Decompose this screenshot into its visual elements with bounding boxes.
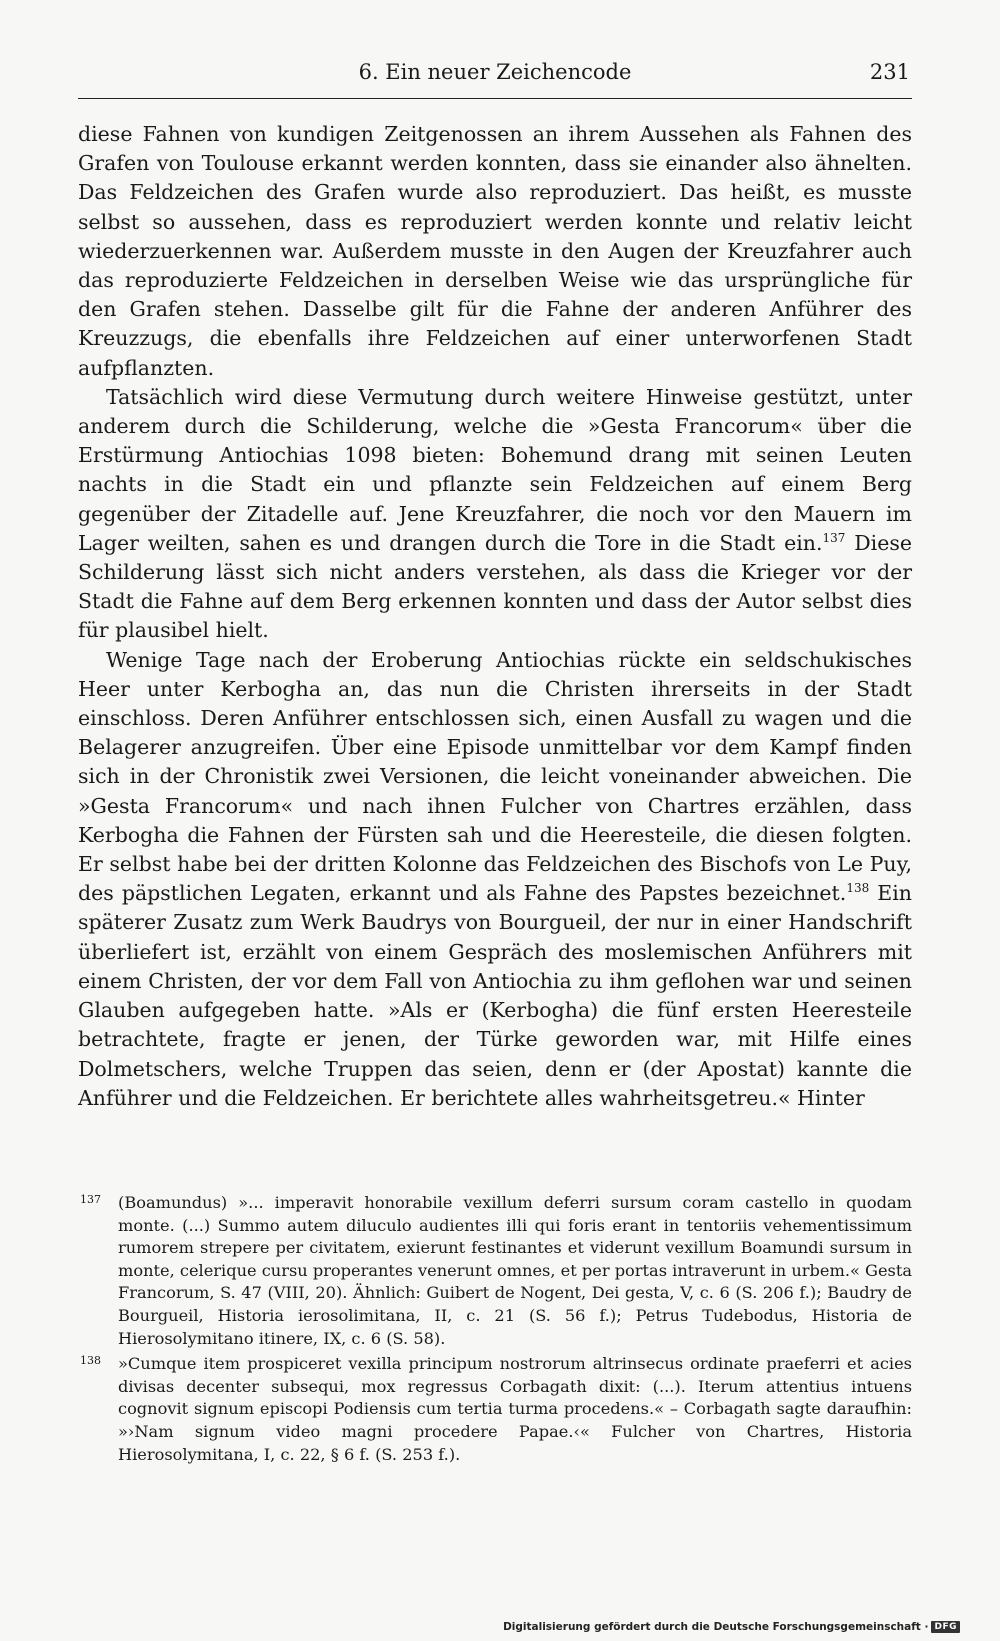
paragraph-3-text-b: Ein späterer Zusatz zum Werk Baudrys von Bourgueil, der nur in einer Handschrift überliefert ist, erzählt von einem Gespräch des moslemischen Anführers mit einem Christen, der vor dem Fall von Antiochia zu ihm geflohen war und seinen Glauben aufgegeben hatte. »Als er (Kerbogha) die fünf ersten Heeresteile betrachtete, fragte er jenen, der Türke geworden war, mit Hilfe eines Dolmetschers, welche Truppen das seien, denn er (der Apostat) kannte die Anführer und die Feldzeichen. Er berichtete alles wahrheitsgetreu.« Hinter — [78, 881, 912, 1110]
paragraph-3 — [78, 646, 912, 1113]
paragraph-3-text-a: Wenige Tage nach der Eroberung Antiochias rückte ein seldschukisches Heer unter Kerbogha an, das nun die Christen ihrerseits in der Stadt einschloss. Deren Anführer entschlossen sich, einen Ausfall zu wagen und die Belagerer anzugreifen. Über eine Episode unmittelbar vor dem Kampf finden sich in der Chronistik zwei Versionen, die leicht voneinander abweichen. Die »Gesta Francorum« und nach ihnen Fulcher von Chartres erzählen, dass Kerbogha die Fahnen der Fürsten sah und die Heeresteile, die diesen folgten. Er selbst habe bei der dritten Kolonne das Feldzeichen des Bischofs von Le Puy, des päpstlichen Legaten, erkannt und als Fahne des Papstes bezeichnet. — [78, 647, 912, 906]
page-number: 231 — [869, 60, 910, 84]
footnote-text: »Cumque item prospiceret vexilla principum nostrorum altrinsecus ordinate praeferri et acies divisas decenter subsequi, mox regressus Corbagath dixit: (...). Iterum attentius intuens cognovit signum episcopi Podiensis cum tertia turma procedens.« – Corbagath sagte daraufhin: »›Nam signum video magni procedere Papae.‹« Fulcher von Chartres, Historia Hierosolymitana, I, c. 22, § 6 f. (S. 253 f.). — [118, 1354, 912, 1464]
paragraph-2-text-b: Diese Schilderung lässt sich nicht anders verstehen, als dass die Krieger vor der Stadt die Fahne auf dem Berg erkennen konnten und dass der Autor selbst dies für plausibel hielt. — [78, 530, 912, 643]
footnote-ref-138: 138 — [846, 881, 870, 896]
paragraph-2 — [78, 383, 912, 646]
footnotes — [78, 1192, 912, 1469]
footnote-137 — [78, 1192, 912, 1350]
running-head — [78, 58, 912, 99]
credit-text: Digitalisierung gefördert durch die Deutsche Forschungsgemeinschaft · — [503, 1621, 929, 1633]
footnote-ref-137: 137 — [822, 531, 846, 546]
body-text — [78, 120, 912, 1113]
paragraph-1 — [78, 120, 912, 383]
footnote-number: 137 — [80, 1193, 101, 1206]
dfg-logo-icon: DFG — [931, 1621, 960, 1633]
paragraph-1-text: diese Fahnen von kundigen Zeitgenossen an ihrem Aussehen als Fahnen des Grafen von Toulouse erkannt werden konnten, dass sie einander also ähnelten. Das Feldzeichen des Grafen wurde also reproduziert. Das heißt, es musste selbst so aussehen, dass es reproduziert werden konnte und relativ leicht wiederzuerkennen war. Außerdem musste in den Augen der Kreuzfahrer auch das reproduzierte Feldzeichen in derselben Weise wie das ursprüngliche für den Grafen stehen. Dasselbe gilt für die Fahne der anderen Anführer des Kreuzzugs, die ebenfalls ihre Feldzeichen auf einer unterworfenen Stadt aufpflanzten. — [78, 122, 912, 380]
running-title: 6. Ein neuer Zeichencode — [358, 60, 632, 84]
footnote-138 — [78, 1353, 912, 1466]
footnote-text: (Boamundus) »... imperavit honorabile vexillum deferri sursum coram castello in quodam monte. (...) Summo autem diluculo audientes illi qui foris erant in tentoriis vehementissimum rumorem strepere per civitatem, exierunt festinantes et viderunt vexillum Boamundi sursum in monte, celerique cursu properantes venerunt omnes, et per portas intraverunt in urbem.« Gesta Francorum, S. 47 (VIII, 20). Ähnlich: Guibert de Nogent, Dei gesta, V, c. 6 (S. 206 f.); Baudry de Bourgueil, Historia ierosolimitana, II, c. 21 (S. 56 f.); Petrus Tudebodus, Historia de Hierosolymitano itinere, IX, c. 6 (S. 58). — [118, 1193, 912, 1348]
footnote-number: 138 — [80, 1354, 101, 1368]
digitization-credit — [503, 1621, 960, 1633]
paragraph-2-text-a: Tatsächlich wird diese Vermutung durch weitere Hinweise gestützt, unter anderem durch die Schilderung, welche die »Gesta Francorum« über die Erstürmung Antiochias 1098 bieten: Bohemund drang mit seinen Leuten nachts in die Stadt ein und pflanzte sein Feldzeichen auf einem Berg gegenüber der Zitadelle auf. Jene Kreuzfahrer, die noch vor den Mauern im Lager weilten, sahen es und drangen durch die Tore in die Stadt ein. — [78, 384, 912, 555]
